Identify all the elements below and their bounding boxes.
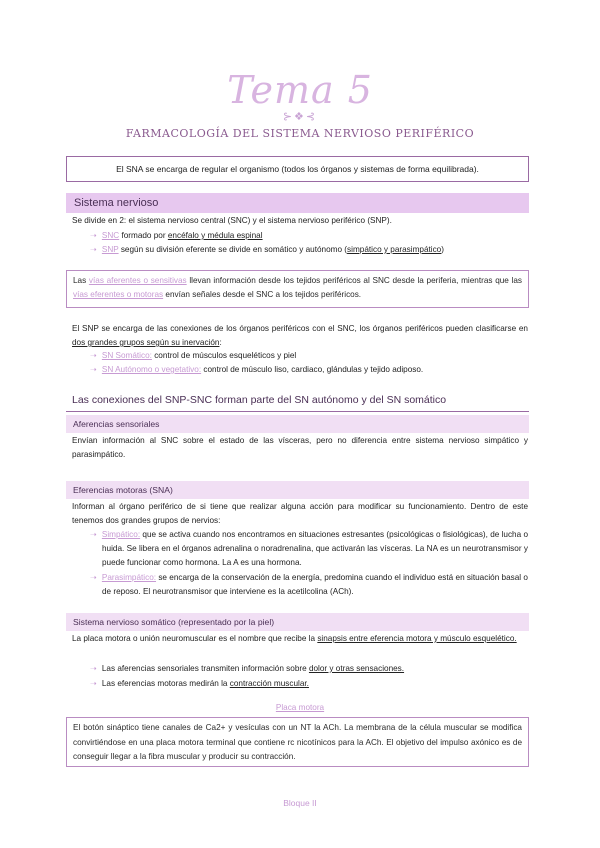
divider xyxy=(66,411,529,412)
bullet-parasimpatico: ➝ Parasimpático: se encarga de la conservación de la energía, predomina cuando el individuo está en situación basal o de reposo. El neurotransmisor que interviene es la acetilcolina (ACh). xyxy=(90,573,528,596)
bullet-aferencias-sensoriales: ➝ Las aferencias sensoriales transmiten información sobre dolor y otras sensaciones. xyxy=(90,664,405,673)
arrow-icon: ➝ xyxy=(90,365,97,374)
subheader-eferencias: Eferencias motoras (SNA) xyxy=(66,481,529,499)
vias-box: Las vías aferentes o sensitivas llevan información desde los tejidos periféricos al SNC desde la periferia, mientras que las vías eferentes o motoras envían señales desde el SNC a los tejidos periféricos. xyxy=(66,270,529,308)
page-footer: Bloque II xyxy=(283,798,317,808)
conexiones-heading: Las conexiones del SNP-SNC forman parte del SN autónomo y del SN somático xyxy=(72,394,447,406)
intro-box: El SNA se encarga de regular el organismo (todos los órganos y sistemas de forma equilibrada). xyxy=(66,156,529,182)
bullet-sn-somatico: ➝ SN Somático: control de músculos esqueléticos y piel xyxy=(90,351,297,360)
subheader-aferencias: Aferencias sensoriales xyxy=(66,415,529,433)
bullet-snc: ➝ SNC formado por encéfalo y médula espinal xyxy=(90,231,263,240)
arrow-icon: ➝ xyxy=(90,245,97,254)
section-header-sistema-nervioso: Sistema nervioso xyxy=(66,193,529,213)
snp-link[interactable]: SNP xyxy=(101,245,119,254)
section1-lead: Se divide en 2: el sistema nervioso central (SNC) y el sistema nervioso periférico (SNP). xyxy=(72,216,392,225)
bullet-eferencias-motoras: ➝ Las eferencias motoras medirán la contracción muscular. xyxy=(90,679,309,688)
placa-motora-box: El botón sináptico tiene canales de Ca2+ y vesículas con un NT la ACh. La membrana de la célula muscular se modifica convirtiéndose en una placa motora terminal que contiene rc nicotínicos para la ACh. El objetivo del impulso axónico es de conseguir llegar a la fibra muscular y producir su contracción. xyxy=(66,717,529,767)
arrow-icon: ➝ xyxy=(90,573,97,582)
arrow-icon: ➝ xyxy=(90,231,97,240)
eferencias-text: Informan al órgano periférico de si tiene que realizar alguna acción para modificar su funcionamiento. Dentro de este tenemos dos grandes grupos de nervios: xyxy=(72,502,528,525)
title-block xyxy=(0,70,600,140)
page-subtitle: FARMACOLOGÍA DEL SISTEMA NERVIOSO PERIFÉRICO xyxy=(125,127,475,140)
vias-eferentes-link[interactable]: vías eferentes o motoras xyxy=(73,290,164,299)
aferencias-text: Envían información al SNC sobre el estado de las vísceras, pero no diferencia entre sistema nervioso simpático y parasimpático. xyxy=(72,436,528,459)
snc-link[interactable]: SNC xyxy=(101,231,120,240)
bullet-snp: ➝ SNP según su división eferente se divide en somático y autónomo (simpático y parasimpático) xyxy=(90,245,444,254)
parasimpatico-link[interactable]: Parasimpático: xyxy=(101,573,157,582)
vias-aferentes-link[interactable]: vías aferentes o sensitivas xyxy=(88,276,187,285)
title-ornament: ⊱❖⊰ xyxy=(282,111,318,123)
snp-paragraph: El SNP se encarga de las conexiones de los órganos periféricos con el SNC, los órganos periféricos pueden clasificarse en dos grandes grupos según su inervación: xyxy=(72,324,528,347)
arrow-icon: ➝ xyxy=(90,679,97,688)
simpatico-link[interactable]: Simpático: xyxy=(101,530,141,539)
arrow-icon: ➝ xyxy=(90,664,97,673)
arrow-icon: ➝ xyxy=(90,530,97,539)
placa-motora-title: Placa motora xyxy=(275,703,325,712)
somatico-text: La placa motora o unión neuromuscular es el nombre que recibe la sinapsis entre eferencia motora y músculo esquelético. xyxy=(72,634,517,643)
bullet-sn-autonomo: ➝ SN Autónomo o vegetativo: control de músculo liso, cardiaco, glándulas y tejido adiposo. xyxy=(90,365,424,374)
bullet-simpatico: ➝ Simpático: que se activa cuando nos encontramos en situaciones estresantes (psicológicas o fisiológicas), de lucha o huida. Se libera en el órganos adrenalina o noradrenalina, que activarán las vísceras. La NA es un neurotransmisor y puede funcionar como hormona. La A es una hormona. xyxy=(90,530,528,567)
page-title: Tema 5 xyxy=(227,68,373,112)
sn-somatico-link[interactable]: SN Somático: xyxy=(101,351,152,360)
sn-autonomo-link[interactable]: SN Autónomo o vegetativo: xyxy=(101,365,202,374)
arrow-icon: ➝ xyxy=(90,351,97,360)
subheader-somatico: Sistema nervioso somático (representado por la piel) xyxy=(66,613,529,631)
